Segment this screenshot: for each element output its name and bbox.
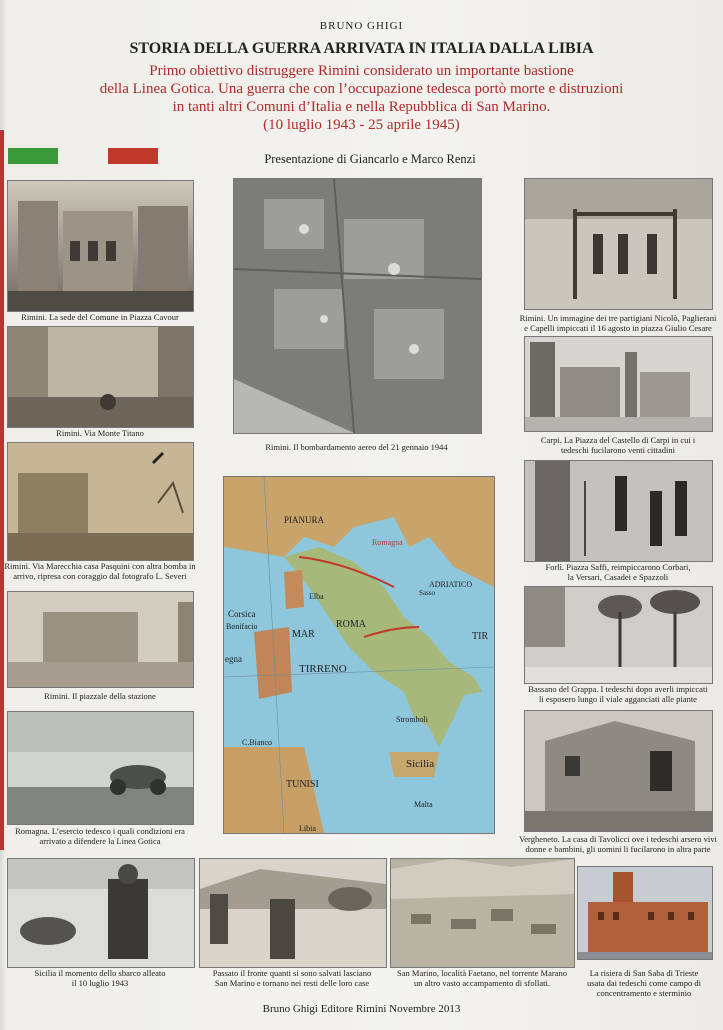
map-label-roma: ROMA [336,619,367,630]
map-label-libia: Libia [299,824,316,833]
photo-romagna-esercito [7,711,194,825]
caption: Vergheneto. La casa di Tavolicci ove i tedeschi arsero vivi donne e bambini, gli uomini li fucilarono in altra parte [519,834,717,854]
photo-vergheneto [524,710,713,832]
photo-piazzale-stazione [7,591,194,688]
subtitle-line: in tanti altri Comuni d’Italia e nella Repubblica di San Marino. [172,99,551,115]
presentation-line: Presentazione di Giancarlo e Marco Renzi [264,152,476,166]
caption: Rimini. La sede del Comune in Piazza Cavour [21,312,179,322]
spine-stripe [0,130,4,850]
photo-via-marecchia [7,442,194,561]
map-label-tir: TIR [472,631,489,642]
photo-forli [524,460,713,562]
map-label-sicilia: Sicilia [406,758,435,770]
map-label-adriatico: ADRIATICO [429,580,473,589]
book-title: STORIA DELLA GUERRA ARRIVATA IN ITALIA DALLA LIBIA [129,40,594,57]
caption: Sicilia il momento dello sbarco alleato il 10 luglio 1943 [34,968,166,988]
map-italy [223,476,495,834]
caption: Rimini. Un immagine dei tre partigiani Nicolò, Paglierani e Capelli impiccati il 16 agosto in piazza Giulio Cesare [519,313,717,333]
map-label-bonifacio: Bonifacio [226,622,258,631]
subtitle-line: Primo obiettivo distruggere Rimini considerato un importante bastione [149,63,574,79]
photo-risiera-san-saba [577,866,713,960]
subtitle-line: (10 luglio 1943 - 25 aprile 1945) [263,117,460,133]
map-label-elba: Elba [309,592,324,601]
caption: San Marino, località Faetano, nel torrente Marano un altro vasto accampamento di sfollati. [397,968,567,988]
caption: Rimini. Via Monte Titano [56,428,144,438]
publisher-footer: Bruno Ghigi Editore Rimini Novembre 2013 [262,1003,461,1015]
map-label-pianura: PIANURA [284,515,325,525]
map-label-sardegna: egna [225,654,242,664]
flag-red-stripe [108,148,158,164]
caption: Romagna. L’esercio tedesco i quali condizioni era arrivato a difendere la Linea Gotica [15,826,185,846]
map-label-cbianco: C.Bianco [242,738,272,747]
subtitle [60,62,663,134]
photo-carpi [524,336,713,432]
caption: Forlì. Piazza Saffi, reimpiccarono Corbari, la Versari, Casadei e Spazzoli [545,562,691,582]
photo-bassano [524,586,713,684]
photo-rimini-comune [7,180,194,312]
author-name: BRUNO GHIGI [319,20,404,32]
map-label-mar: MAR [292,629,315,640]
caption: Rimini. Via Marecchia casa Pasquini con altra bomba in arrivo, ripresa con coraggio dal fotografo L. Severi [4,561,196,581]
photo-partigiani [524,178,713,310]
map-label-corsica: Corsica [228,609,256,619]
map-label-stromboli: Stromboli [396,715,429,724]
photo-faetano-sfollati [390,858,575,968]
subtitle-line: della Linea Gotica. Una guerra che con l’occupazione tedesca portò morte e distruzioni [99,81,624,97]
photo-via-monte-titano [7,326,194,428]
caption: Carpi. La Piazza del Castello di Carpi in cui i tedeschi fucilarono venti cittadini [540,435,696,455]
caption: Rimini. Il bombardamento aereo del 21 gennaio 1944 [265,442,448,452]
map-label-sasso: Sasso [419,589,435,597]
caption: La risiera di San Saba di Trieste usata dai tedeschi come campo di concentramento e sterminio [587,968,701,998]
photo-sicilia-sbarco [7,858,195,968]
map-label-romagna: Romagna [372,538,403,547]
map-label-tirreno: TIRRENO [299,663,347,675]
caption: Passato il fronte quanti si sono salvati lasciano San Marino e tornano nei resti delle loro case [212,968,372,988]
map-label-malta: Malta [414,800,433,809]
caption: Bassano del Grappa. I tedeschi dopo averli impiccati li esposero lungo il viale agganciati alle piante [528,684,708,704]
flag-green-stripe [8,148,58,164]
photo-san-marino-ritorno [199,858,387,968]
caption: Rimini. Il piazzale della stazione [44,691,156,701]
photo-aerial-bombing [233,178,482,434]
map-label-tunisi: TUNISI [286,779,319,790]
